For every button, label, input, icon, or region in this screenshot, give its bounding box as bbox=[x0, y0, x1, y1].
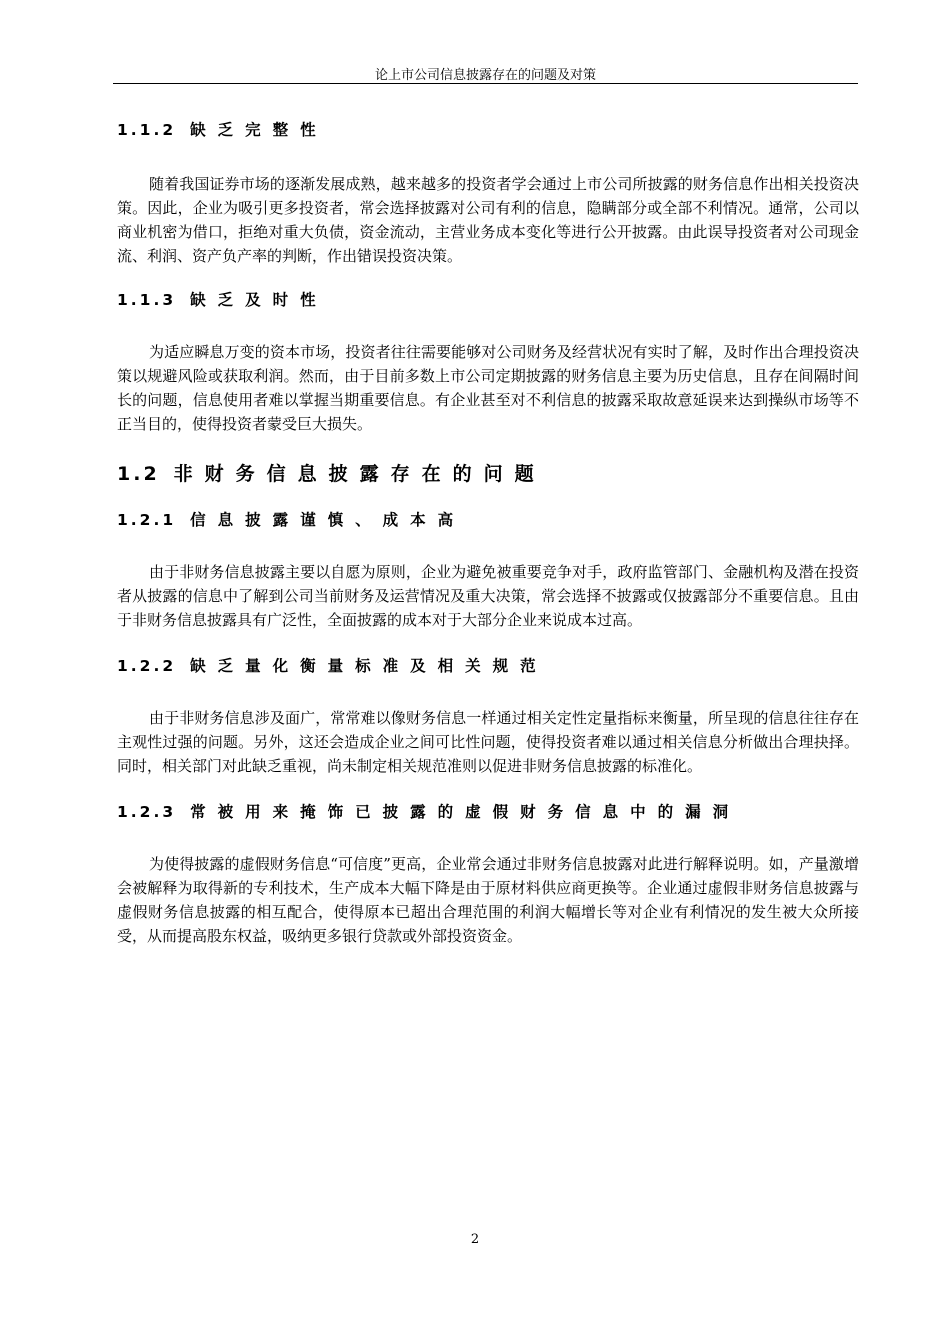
section-heading-1-2-1 bbox=[117, 508, 859, 532]
paragraph: 随着我国证券市场的逐渐发展成熟，越来越多的投资者学会通过上市公司所披露的财务信息作出相关投资决策。因此，企业为吸引更多投资者，常会选择披露对公司有利的信息，隐瞒部分或全部不利情况。通常，公司以商业机密为借口，拒绝对重大负债，资金流动，主营业务成本变化等进行公开披露。由此误导投资者对公司现金流、利润、资产负产率的判断，作出错误投资决策。 bbox=[117, 175, 859, 265]
section-number: 1.1.2 bbox=[117, 121, 177, 139]
running-header: 论上市公司信息披露存在的问题及对策 bbox=[374, 68, 596, 83]
paragraph: 由于非财务信息涉及面广，常常难以像财务信息一样通过相关定性定量指标来衡量，所呈现的信息往往存在主观性过强的问题。另外，这还会造成企业之间可比性问题，使得投资者难以通过相关信息分析做出合理抉择。同时，相关部门对此缺乏重视，尚未制定相关规范准则以促进非财务信息披露的标准化。 bbox=[117, 709, 859, 775]
paragraph: 由于非财务信息披露主要以自愿为原则，企业为避免被重要竞争对手，政府监管部门、金融机构及潜在投资者从披露的信息中了解到公司当前财务及运营情况及重大决策，常会选择不披露或仅披露部分不重要信息。且由于非财务信息披露具有广泛性，全面披露的成本对于大部分企业来说成本过高。 bbox=[117, 563, 859, 629]
section-title: 常被用来掩饰已披露的虚假财务信息中的漏洞 bbox=[190, 803, 741, 821]
section-title: 缺乏量化衡量标准及相关规范 bbox=[190, 657, 548, 675]
section-title: 缺乏完整性 bbox=[190, 121, 328, 139]
section-heading-1-1-3 bbox=[117, 288, 859, 312]
section-number: 1.2.1 bbox=[117, 511, 177, 529]
section-number: 1.1.3 bbox=[117, 291, 177, 309]
paragraph: 为使得披露的虚假财务信息“可信度”更高，企业常会通过非财务信息披露对此进行解释说明。如，产量激增会被解释为取得新的专利技术，生产成本大幅下降是由于原材料供应商更换等。企业通过虚假非财务信息披露与虚假财务信息披露的相互配合，使得原本已超出合理范围的利润大幅增长等对企业有利情况的发生被大众所接受，从而提高股东权益，吸纳更多银行贷款或外部投资资金。 bbox=[117, 855, 859, 945]
section-number: 1.2.3 bbox=[117, 803, 177, 821]
section-number: 1.2 bbox=[117, 463, 160, 485]
section-heading-1-2-2 bbox=[117, 654, 859, 678]
header-rule bbox=[113, 83, 858, 84]
section-heading-1-1-2 bbox=[117, 118, 859, 142]
section-number: 1.2.2 bbox=[117, 657, 177, 675]
section-title: 非财务信息披露存在的问题 bbox=[173, 463, 546, 485]
section-title: 信息披露谨慎、成本高 bbox=[190, 511, 466, 529]
section-heading-1-2-3 bbox=[117, 800, 859, 824]
page-number: 2 bbox=[470, 1232, 480, 1247]
section-heading-1-2 bbox=[117, 460, 859, 488]
section-title: 缺乏及时性 bbox=[190, 291, 328, 309]
paragraph: 为适应瞬息万变的资本市场，投资者往往需要能够对公司财务及经营状况有实时了解，及时作出合理投资决策以规避风险或获取利润。然而，由于目前多数上市公司定期披露的财务信息主要为历史信息，且存在间隔时间长的问题，信息使用者难以掌握当期重要信息。有企业甚至对不利信息的披露采取故意延误来达到操纵市场等不正当目的，使得投资者蒙受巨大损失。 bbox=[117, 343, 859, 433]
content-body bbox=[117, 108, 859, 948]
